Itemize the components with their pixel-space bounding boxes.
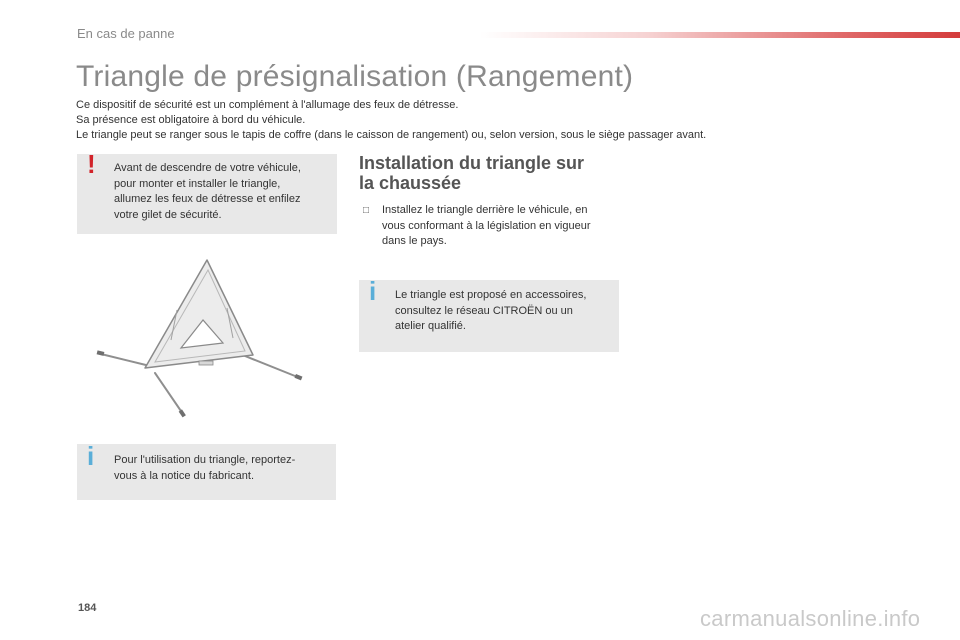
watermark[interactable]: carmanualsonline.info bbox=[700, 606, 921, 631]
info-accessories-text bbox=[395, 288, 615, 335]
warning-line: allumez les feux de détresse et enfilez bbox=[114, 193, 301, 205]
info-line: atelier qualifié. bbox=[395, 320, 466, 332]
info-line: vous à la notice du fabricant. bbox=[114, 469, 255, 482]
page-title: Triangle de présignalisation (Rangement) bbox=[76, 60, 634, 93]
warning-line: votre gilet de sécurité. bbox=[114, 208, 222, 221]
page-number: 184 bbox=[78, 602, 97, 614]
info-icon: i bbox=[369, 276, 377, 306]
intro-line: Sa présence est obligatoire à bord du véhicule. bbox=[76, 114, 306, 126]
step-line: Installez le triangle derrière le véhicule, en bbox=[382, 204, 588, 216]
info-box-usage bbox=[77, 441, 336, 500]
step-line: dans le pays. bbox=[382, 235, 447, 247]
info-icon: i bbox=[87, 441, 95, 471]
section-label: En cas de panne bbox=[77, 26, 175, 41]
info-line: Pour l'utilisation du triangle, reportez- bbox=[114, 454, 296, 466]
warning-text bbox=[114, 161, 329, 223]
heading-line: Installation du triangle sur bbox=[359, 153, 585, 173]
intro-line: Le triangle peut se ranger sous le tapis de coffre (dans le caisson de rangement) ou, selon version, sous le siège passager avant. bbox=[76, 129, 707, 141]
warning-triangle-illustration bbox=[95, 248, 310, 428]
header-accent-bar bbox=[480, 32, 960, 38]
warning-line: pour monter et installer le triangle, bbox=[114, 177, 281, 190]
heading-line: la chaussée bbox=[359, 173, 462, 193]
step-line: vous conformant à la législation en vigueur bbox=[382, 219, 591, 232]
warning-line: Avant de descendre de votre véhicule, bbox=[114, 162, 301, 174]
intro-line: Ce dispositif de sécurité est un complément à l'allumage des feux de détresse. bbox=[76, 99, 459, 111]
info-box-accessories bbox=[359, 276, 619, 352]
installation-heading bbox=[359, 153, 609, 193]
checkbox-bullet-icon: □ bbox=[363, 205, 370, 216]
warning-box bbox=[77, 149, 337, 234]
exclamation-icon: ! bbox=[87, 149, 96, 179]
step-text bbox=[382, 203, 622, 250]
info-line: consultez le réseau CITROËN ou un bbox=[395, 304, 573, 317]
info-usage-text bbox=[114, 453, 329, 484]
info-line: Le triangle est proposé en accessoires, bbox=[395, 289, 587, 301]
intro-text bbox=[76, 98, 926, 143]
